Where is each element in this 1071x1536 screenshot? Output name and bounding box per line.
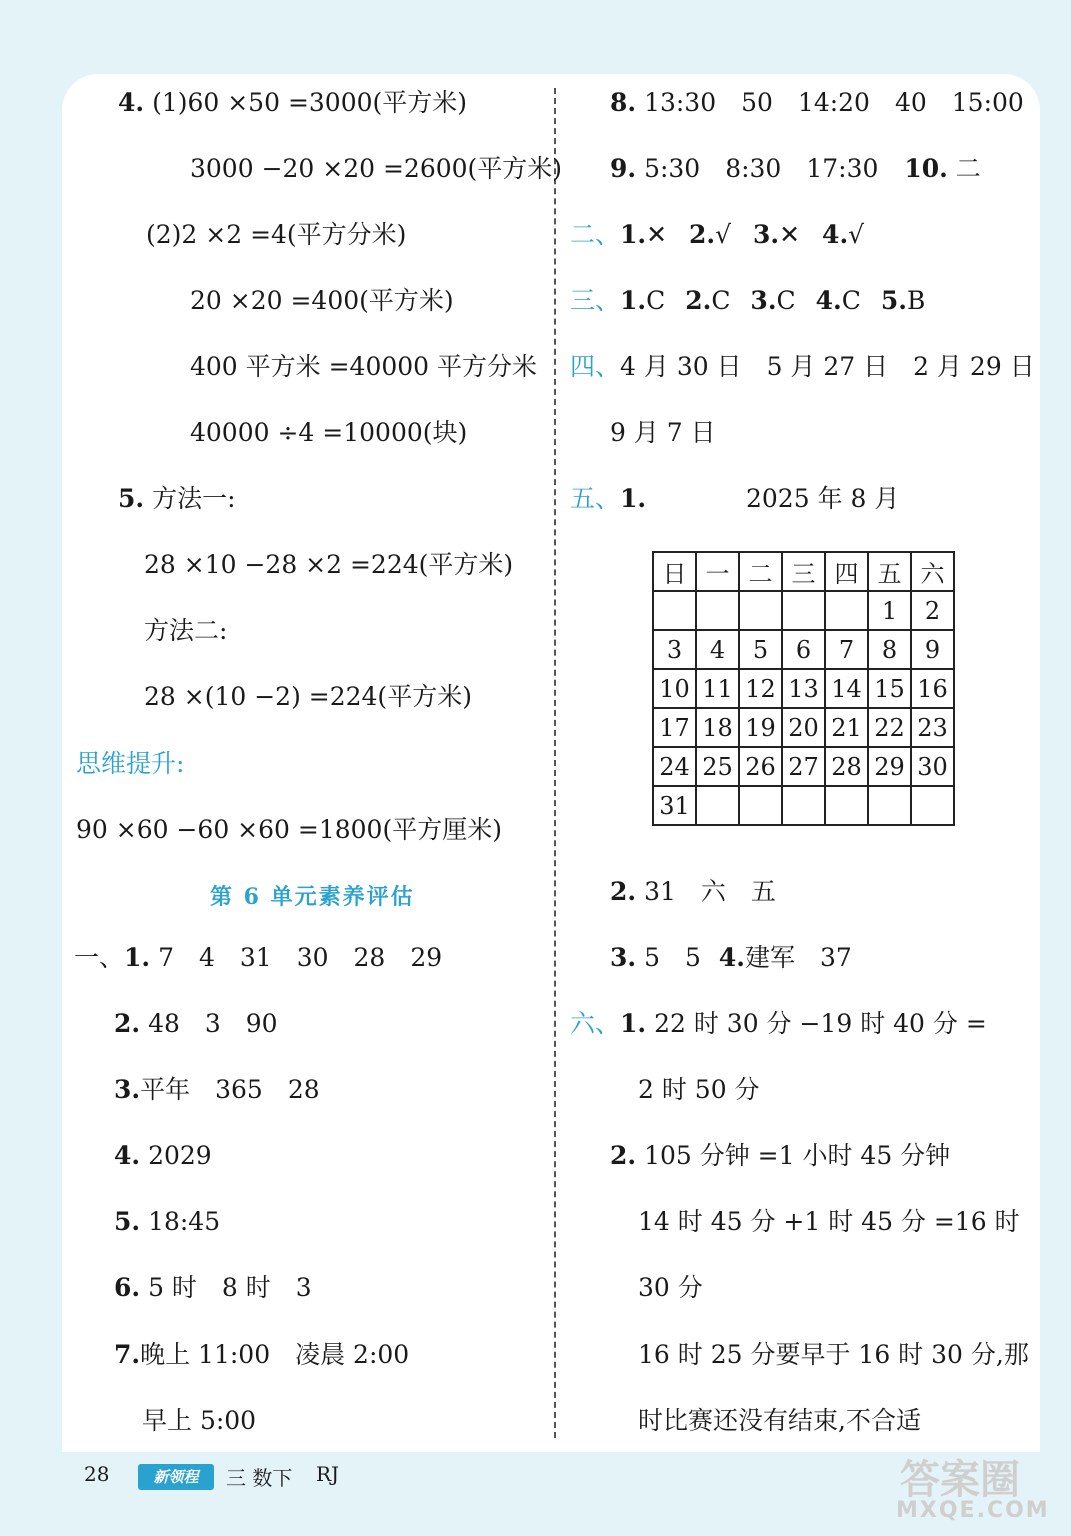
q8-number: 8.: [610, 88, 637, 117]
section-4: [570, 350, 1035, 384]
s3-q4-number: 4.: [815, 286, 842, 315]
section-5-q1: [570, 482, 646, 516]
s2-q3-number: 3.: [753, 220, 780, 249]
s3-q1-answer: C: [646, 286, 666, 315]
s5-q3-q4: [610, 941, 852, 975]
q4-number: 4.: [118, 88, 145, 117]
s4-answer-1: 4 月 30 日 5 月 27 日 2 月 29 日: [620, 352, 1035, 381]
s1-q4-number: 4.: [114, 1141, 141, 1170]
calendar-day: 24: [653, 747, 696, 786]
s6-q2: [610, 1139, 950, 1173]
calendar-day: [825, 591, 868, 630]
s1-q1-number: 1.: [124, 943, 151, 972]
s2-q4-number: 4.: [822, 220, 849, 249]
s3-q3-answer: C: [776, 286, 796, 315]
s3-q2-number: 2.: [685, 286, 712, 315]
right-q9-q10: [610, 152, 981, 186]
calendar-day: 17: [653, 708, 696, 747]
grade-label: 三 数下: [226, 1466, 293, 1490]
calendar-day: 2: [911, 591, 954, 630]
calendar-day: 13: [782, 669, 825, 708]
q10-number: 10.: [904, 154, 948, 183]
thinking-label: 思维提升:: [76, 749, 185, 778]
unit-title: 第 6 单元素养评估: [210, 884, 415, 910]
q5-text-2: 28 ×10 −28 ×2 =224(平方米): [144, 550, 514, 579]
calendar-day: [653, 591, 696, 630]
series-badge: 新领程: [138, 1464, 214, 1490]
q4-text-3: (2)2 ×2 =4(平方分米): [146, 220, 407, 249]
calendar-day: 6: [782, 630, 825, 669]
calendar-day: [782, 591, 825, 630]
s2-q3-answer: ✕: [779, 220, 801, 249]
s1-q6-number: 6.: [114, 1273, 141, 1302]
section-4-mark: 四、: [570, 352, 621, 381]
s1-q5: [114, 1205, 220, 1239]
calendar-table: [652, 551, 955, 826]
calendar-day: [696, 591, 739, 630]
calendar-day: 8: [868, 630, 911, 669]
calendar-week-row: [653, 708, 954, 747]
s5-q2: [610, 875, 776, 909]
s3-q3-number: 3.: [750, 286, 777, 315]
calendar-day: [739, 591, 782, 630]
calendar-day: 7: [825, 630, 868, 669]
calendar-week-row: [653, 669, 954, 708]
calendar-day: 31: [653, 786, 696, 825]
calendar-day: 20: [782, 708, 825, 747]
calendar-header-row: [653, 552, 954, 591]
calendar-day: [911, 786, 954, 825]
watermark-logo: 答案圈: [900, 1457, 1020, 1503]
weekday-header: 日: [653, 552, 696, 591]
s6-q1-number: 1.: [620, 1009, 647, 1038]
section-6-mark: 六、: [570, 1009, 621, 1038]
calendar-week-row: [653, 630, 954, 669]
s5-q4-number: 4.: [718, 943, 745, 972]
calendar-day: 3: [653, 630, 696, 669]
calendar-day: 30: [911, 747, 954, 786]
s6-q2-answer-2: 14 时 45 分 +1 时 45 分 =16 时: [638, 1207, 1020, 1236]
s2-q2-number: 2.: [689, 220, 716, 249]
s6-q2-answer-1: 105 分钟 =1 小时 45 分钟: [644, 1141, 951, 1170]
edition-label: RJ: [316, 1462, 340, 1486]
q5-text-1: 方法一:: [152, 484, 236, 513]
watermark-site: MXQE.COM: [896, 1498, 1050, 1523]
section-3: [570, 284, 925, 318]
s5-q1-number: 1.: [620, 484, 647, 513]
calendar-day: [868, 786, 911, 825]
s1-q7-answer-1: 晚上 11:00 凌晨 2:00: [140, 1340, 410, 1369]
section-1-mark: 一、: [74, 943, 125, 972]
q9-number: 9.: [610, 154, 637, 183]
q5-text-4: 28 ×(10 −2) =224(平方米): [144, 682, 472, 711]
section-2-mark: 二、: [570, 220, 621, 249]
s1-q7: [114, 1338, 409, 1372]
s2-q1-number: 1.: [620, 220, 647, 249]
s2-q2-answer: √: [715, 220, 732, 249]
s1-q1-answer: 7 4 31 30 28 29: [158, 943, 443, 972]
calendar-day: 21: [825, 708, 868, 747]
thinking-answer: 90 ×60 −60 ×60 =1800(平方厘米): [76, 815, 502, 844]
s1-q3-answer: 平年 365 28: [140, 1075, 320, 1104]
section-6-q1: [570, 1007, 987, 1041]
left-q4-line1: [118, 86, 467, 120]
calendar-day: [825, 786, 868, 825]
s1-q2: [114, 1007, 278, 1041]
calendar-week-row: [653, 591, 954, 630]
s3-q5-answer: B: [906, 286, 926, 315]
weekday-header: 五: [868, 552, 911, 591]
s3-q2-answer: C: [711, 286, 731, 315]
s6-q2-answer-4: 16 时 25 分要早于 16 时 30 分,那: [638, 1340, 1029, 1369]
calendar-day: 5: [739, 630, 782, 669]
s1-q7-answer-2: 早上 5:00: [142, 1406, 257, 1435]
weekday-header: 四: [825, 552, 868, 591]
calendar-day: [739, 786, 782, 825]
s1-q4-answer: 2029: [148, 1141, 212, 1170]
s1-q4: [114, 1139, 212, 1173]
calendar-day: 18: [696, 708, 739, 747]
calendar-day: 19: [739, 708, 782, 747]
q4-text-1: (1)60 ×50 =3000(平方米): [152, 88, 468, 117]
s3-q4-answer: C: [841, 286, 861, 315]
s6-q1-answer-2: 2 时 50 分: [638, 1075, 760, 1104]
s6-q2-number: 2.: [610, 1141, 637, 1170]
s1-q5-answer: 18:45: [148, 1207, 221, 1236]
section-5-mark: 五、: [570, 484, 621, 513]
calendar-day: [782, 786, 825, 825]
q4-text-6: 40000 ÷4 =10000(块): [190, 418, 468, 447]
q4-text-2: 3000 −20 ×20 =2600(平方米): [190, 154, 563, 183]
weekday-header: 三: [782, 552, 825, 591]
s5-q3-number: 3.: [610, 943, 637, 972]
weekday-header: 二: [739, 552, 782, 591]
weekday-header: 一: [696, 552, 739, 591]
q5-text-3: 方法二:: [144, 616, 228, 645]
calendar-day: 14: [825, 669, 868, 708]
calendar-day: 23: [911, 708, 954, 747]
s1-q3-number: 3.: [114, 1075, 141, 1104]
s6-q2-answer-5: 时比赛还没有结束,不合适: [638, 1406, 921, 1435]
s5-q2-number: 2.: [610, 877, 637, 906]
s5-q3-answer: 5 5: [644, 943, 701, 972]
calendar-day: 4: [696, 630, 739, 669]
calendar-day: 10: [653, 669, 696, 708]
calendar-week-row: [653, 747, 954, 786]
s1-q7-number: 7.: [114, 1340, 141, 1369]
s3-q1-number: 1.: [620, 286, 647, 315]
s1-q2-answer: 48 3 90: [148, 1009, 278, 1038]
calendar-day: 11: [696, 669, 739, 708]
s6-q1-answer-1: 22 时 30 分 −19 时 40 分 =: [654, 1009, 987, 1038]
s3-q5-number: 5.: [880, 286, 907, 315]
s1-q2-number: 2.: [114, 1009, 141, 1038]
left-q5-line1: [118, 482, 236, 516]
calendar-day: 29: [868, 747, 911, 786]
calendar-day: 25: [696, 747, 739, 786]
calendar-day: [696, 786, 739, 825]
s1-q5-number: 5.: [114, 1207, 141, 1236]
right-q8: [610, 86, 1024, 120]
calendar-day: 28: [825, 747, 868, 786]
section-2: [570, 218, 864, 252]
s5-q2-answer: 31 六 五: [644, 877, 776, 906]
calendar-day: 22: [868, 708, 911, 747]
q8-answer: 13:30 50 14:20 40 15:00: [644, 88, 1024, 117]
s6-q2-answer-3: 30 分: [638, 1273, 703, 1302]
s4-answer-2: 9 月 7 日: [610, 418, 716, 447]
calendar-title: 2025 年 8 月: [746, 484, 900, 513]
calendar-day: 27: [782, 747, 825, 786]
s1-q1: [74, 941, 442, 975]
q9-answer: 5:30 8:30 17:30: [644, 154, 879, 183]
s1-q3: [114, 1073, 320, 1107]
q5-number: 5.: [118, 484, 145, 513]
weekday-header: 六: [911, 552, 954, 591]
calendar-day: 12: [739, 669, 782, 708]
s2-q1-answer: ✕: [646, 220, 668, 249]
calendar-day: 16: [911, 669, 954, 708]
column-divider: [554, 88, 556, 1438]
s2-q4-answer: √: [848, 220, 865, 249]
section-3-mark: 三、: [570, 286, 621, 315]
s5-q4-answer: 建军 37: [744, 943, 852, 972]
calendar-day: 9: [911, 630, 954, 669]
calendar-day: 15: [868, 669, 911, 708]
calendar-week-row: [653, 786, 954, 825]
s1-q6-answer: 5 时 8 时 3: [148, 1273, 312, 1302]
s1-q6: [114, 1271, 312, 1305]
calendar-day: 26: [739, 747, 782, 786]
q4-text-4: 20 ×20 =400(平方米): [190, 286, 454, 315]
calendar-day: 1: [868, 591, 911, 630]
q4-text-5: 400 平方米 =40000 平方分米: [190, 352, 538, 381]
q10-answer: 二: [955, 154, 981, 183]
page-number: 28: [84, 1462, 110, 1486]
